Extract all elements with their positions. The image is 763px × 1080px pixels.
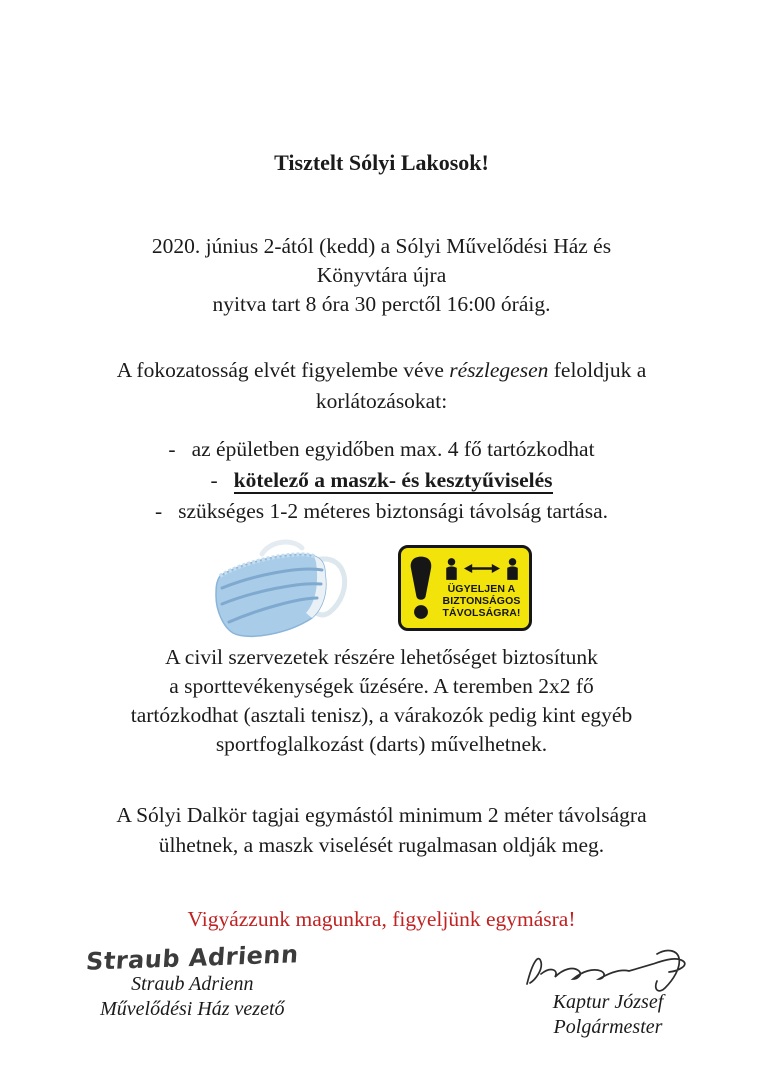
bullet-dash: - xyxy=(154,499,163,523)
person-icon xyxy=(444,558,459,580)
text-line: 2020. június 2-ától (kedd) a Sólyi Művelődési Ház és xyxy=(151,234,612,258)
text-line: A Sólyi Dalkör tagjai egymástól minimum 2 méter távolságra xyxy=(116,803,647,827)
surgical-mask-image xyxy=(204,536,356,640)
bullet-dash: - xyxy=(210,468,218,492)
signatures-row xyxy=(0,940,763,1040)
text-line: korlátozásokat: xyxy=(315,389,448,413)
text-segment: A fokozatosság elvét figyelembe véve xyxy=(116,358,450,382)
text-line: tartózkodhat (asztali tenisz), a várakozók pedig kint egyéb xyxy=(130,703,633,727)
signature-handwriting-left: Straub Adrienn xyxy=(85,940,300,976)
bullet-text: az épületben egyidőben max. 4 fő tartózkodhat xyxy=(191,437,595,461)
signature-role-right: Polgármester xyxy=(553,1016,663,1038)
bullet-text-strong: kötelező a maszk- és kesztyűviselés xyxy=(233,468,553,492)
keep-distance-sign xyxy=(398,545,532,631)
emphasis-word: részlegesen xyxy=(449,358,549,382)
rules-list xyxy=(0,434,763,527)
warning-note: Vigyázzunk magunkra, figyeljünk egymásra! xyxy=(187,907,576,931)
exclamation-icon xyxy=(409,555,433,621)
document-title: Tisztelt Sólyi Lakosok! xyxy=(274,150,489,175)
signature-name-right: Kaptur József xyxy=(552,991,664,1013)
sign-text xyxy=(442,583,520,619)
person-icon xyxy=(505,558,520,580)
sign-text-line: BIZTONSÁGOS xyxy=(442,594,521,607)
text-line: nyitva tart 8 óra 30 perctől 16:00 óráig. xyxy=(212,292,551,316)
paragraph-choir xyxy=(0,800,763,860)
bullet-text: szükséges 1-2 méteres biztonsági távolság tartása. xyxy=(178,499,609,523)
list-item xyxy=(0,465,763,496)
text-line: ülhetnek, a maszk viselését rugalmasan oldják meg. xyxy=(158,833,605,857)
list-item xyxy=(0,434,763,465)
text-line: a sporttevékenységek űzésére. A teremben 2x2 fő xyxy=(169,674,594,698)
sign-text-line: TÁVOLSÁGRA! xyxy=(442,606,521,619)
paragraph-sports xyxy=(0,643,763,759)
sign-text-line: ÜGYELJEN A xyxy=(447,582,516,595)
text-line xyxy=(0,355,763,386)
sign-content xyxy=(440,558,524,619)
signature-name-left: Straub Adrienn xyxy=(131,973,254,995)
signature-right xyxy=(519,946,697,1040)
text-line: A civil szervezetek részére lehetőséget biztosítunk xyxy=(165,645,598,669)
paragraph-easing xyxy=(0,355,763,417)
illustrations-row xyxy=(0,536,749,640)
text-line: sportfoglalkozást (darts) művelhetnek. xyxy=(215,732,548,756)
double-arrow-icon xyxy=(464,563,500,574)
text-line: Könyvtára újra xyxy=(316,263,447,287)
sign-figures xyxy=(444,558,520,580)
bullet-dash: - xyxy=(168,437,176,461)
list-item xyxy=(0,496,763,527)
text-segment: feloldjuk a xyxy=(548,358,647,382)
paragraph-opening xyxy=(0,232,763,319)
signature-role-left: Művelődési Ház vezető xyxy=(100,998,285,1020)
signature-left xyxy=(85,940,300,1040)
